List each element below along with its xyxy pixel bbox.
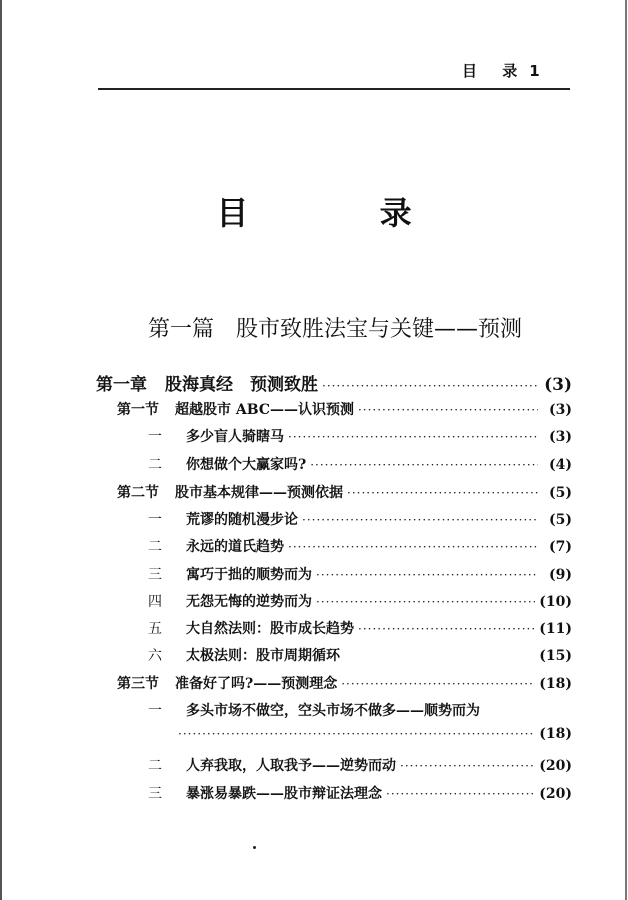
toc-entry-title: 多少盲人骑瞎马 (186, 429, 284, 445)
toc-item-continuation[interactable] (178, 726, 572, 746)
toc-entry-title: 荒谬的随机漫步论 (186, 512, 298, 528)
toc-leader-dots (358, 403, 538, 417)
toc-entry-title: 准备好了吗?——预测理念 (175, 676, 338, 692)
toc-entry-page: (9) (549, 567, 572, 583)
toc-leader-dots (316, 568, 538, 582)
toc-entry-label: 第三节 (117, 676, 159, 692)
toc-item[interactable] (148, 591, 572, 611)
toc-entry-page: (3) (544, 375, 572, 395)
toc-entry-page: (5) (549, 512, 572, 528)
toc-item[interactable] (148, 700, 572, 720)
page-title: 目 录 (216, 194, 472, 232)
toc-entry-label: 三 (148, 786, 162, 802)
toc-item[interactable] (148, 454, 572, 474)
toc-leader-dots (322, 379, 538, 393)
part-label: 第一篇 (148, 317, 215, 342)
toc-entry-title: 股市基本规律——预测依据 (175, 485, 343, 501)
toc-entry-page: (7) (549, 539, 572, 555)
toc-entry-page: (18) (539, 676, 572, 692)
toc-entry-page: (15) (539, 648, 572, 664)
toc-entry-label: 第一章 (96, 375, 147, 395)
toc-item[interactable] (148, 783, 572, 803)
toc-entry-page: (3) (549, 402, 572, 418)
toc-entry-label: 二 (148, 758, 162, 774)
part-name: 股市致胜法宝与关键——预测 (236, 317, 523, 342)
toc-entry-title: 暴涨易暴跌——股市辩证法理念 (186, 786, 382, 802)
toc-entry-page: (5) (549, 485, 572, 501)
toc-section-1[interactable] (117, 399, 572, 419)
toc-item[interactable] (148, 755, 572, 775)
toc-entry-label: 二 (148, 457, 162, 473)
toc-entry-title: 永远的道氏趋势 (186, 539, 284, 555)
toc-entry-page: (18) (539, 726, 572, 742)
toc-entry-title: 你想做个大赢家吗? (186, 457, 307, 473)
toc-entry-label: 五 (148, 621, 162, 637)
toc-item[interactable] (148, 536, 572, 556)
toc-leader-dots (347, 486, 538, 500)
toc-entry-title: 大自然法则：股市成长趋势 (186, 621, 354, 637)
toc-entry-title: 人弃我取，人取我予——逆势而动 (186, 758, 396, 774)
toc-item[interactable] (148, 426, 572, 446)
toc-entry-label: 六 (148, 648, 162, 664)
toc-entry-label: 三 (148, 567, 162, 583)
toc-entry-title: 太极法则：股市周期循环 (186, 648, 340, 664)
scan-speck (253, 846, 256, 849)
toc-item[interactable] (148, 645, 572, 665)
toc-leader-dots (288, 430, 538, 444)
toc-item[interactable] (148, 618, 572, 638)
toc-entry-page: (4) (549, 457, 572, 473)
toc-entry-title: 股海真经 预测致胜 (165, 375, 318, 395)
toc-entry-label: 第一节 (117, 402, 159, 418)
toc-leader-dots (341, 677, 535, 691)
toc-leader-dots (316, 595, 535, 609)
toc-leader-dots (288, 540, 538, 554)
toc-leader-dots (358, 622, 535, 636)
toc-leader-dots (302, 513, 538, 527)
toc-entry-title: 无怨无悔的逆势而为 (186, 594, 312, 610)
toc-leader-dots (386, 787, 535, 801)
toc-leader-dots (178, 727, 535, 741)
toc-entry-page: (10) (539, 594, 572, 610)
page-number: 1 (529, 62, 540, 80)
toc-entry-label: 一 (148, 429, 162, 445)
toc-entry-page: (20) (539, 786, 572, 802)
toc-entry-title: 多头市场不做空，空头市场不做多——顺势而为 (186, 703, 480, 719)
toc-item[interactable] (148, 564, 572, 584)
toc-entry-title: 超越股市 ABC——认识预测 (175, 402, 354, 418)
toc-section-3[interactable] (117, 673, 572, 693)
toc-section-2[interactable] (117, 482, 572, 502)
toc-chapter-1[interactable] (96, 370, 572, 395)
toc-leader-dots (400, 759, 535, 773)
toc-entry-page: (20) (539, 758, 572, 774)
toc-leader-dots (310, 458, 538, 472)
toc-item[interactable] (148, 509, 572, 529)
toc-entry-title: 寓巧于拙的顺势而为 (186, 567, 312, 583)
running-header-title: 目 录 (462, 62, 528, 80)
toc-entry-label: 一 (148, 703, 162, 719)
toc-entry-label: 第二节 (117, 485, 159, 501)
toc-entry-label: 二 (148, 539, 162, 555)
toc-entry-page: (3) (549, 429, 572, 445)
toc-entry-label: 四 (148, 594, 162, 610)
toc-entry-label: 一 (148, 512, 162, 528)
toc-entry-page: (11) (539, 621, 572, 637)
